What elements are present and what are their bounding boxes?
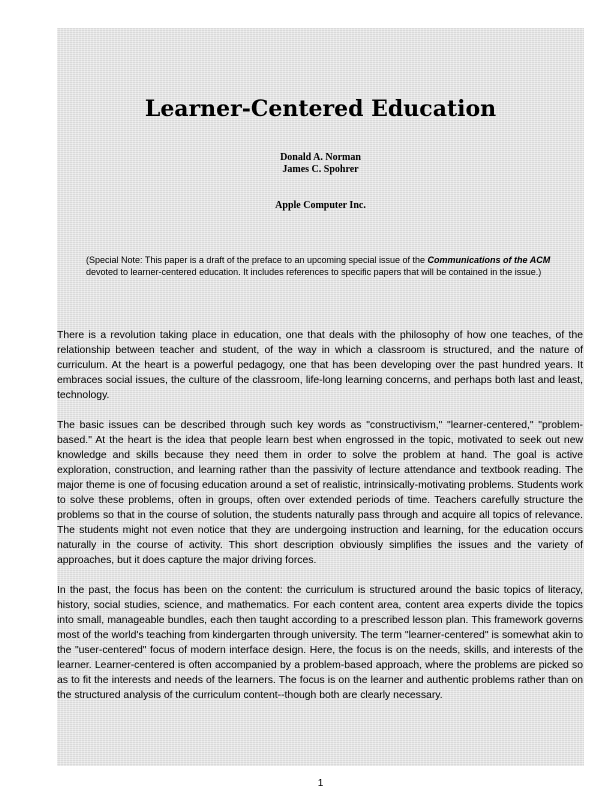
note-suffix: devoted to learner-centered education. It includes references to specific papers that will be contained in the issue.) (86, 267, 542, 277)
page-title: Learner-Centered Education (144, 96, 497, 122)
page-number: 1 (317, 778, 324, 789)
body-text (57, 328, 583, 718)
author-name: Donald A. Norman (280, 152, 361, 163)
document-page (57, 28, 584, 789)
body-paragraph: The basic issues can be described through such key words as "constructivism," "learner-centered," "problem-based." At the heart is the idea that people learn best when engrossed in the topic, motivated to seek out new knowledge and skills because they need them in order to solve the problem at hand. The goal is active exploration, construction, and learning rather than the passivity of lecture attendance and textbook reading. The major theme is one of focusing education around a set of realistic, intrinsically-motivating problems. Students work to solve these problems, often in groups, often over extended periods of time. Teachers carefully structure the problems so that in the course of solution, the students naturally pass through and acquire all topics of relevance. The students might not even notice that they are undergoing instruction and learning, for the education occurs naturally in the course of activity. This short description obviously simplifies the issues and the variety of approaches, but it does capture the major driving forces. (57, 420, 583, 566)
affiliation: Apple Computer Inc. (275, 200, 366, 211)
body-paragraph: There is a revolution taking place in education, one that deals with the philosophy of how one teaches, of the relationship between teacher and student, of the way in which a classroom is structured, and the nature of curriculum. At the heart is a powerful pedagogy, one that has been developing over the past hundred years. It embraces social issues, the culture of the classroom, life-long learning concerns, and perhaps both last and least, technology. (57, 330, 583, 401)
body-paragraph: In the past, the focus has been on the content: the curriculum is structured around the basic topics of literacy, history, social studies, science, and mathematics. For each content area, content area experts divide the topics into small, manageable bundles, each then taught according to a prescribed lesson plan. This framework governs most of the world's teaching from kindergarten through university. The term "learner-centered" is somewhat akin to the "user-centered" focus of modern interface design. Here, the focus is on the needs, skills, and interests of the learner. Learner-centered is often accompanied by a problem-based approach, where the problems are picked so as to fit the interests and needs of the learners. The focus is on the learner and authentic problems rather than on the structured analysis of the curriculum content--though both are clearly necessary. (57, 585, 583, 701)
journal-name: Communications of the ACM (427, 255, 551, 265)
author-list (57, 152, 584, 176)
author-name: James C. Spohrer (282, 164, 359, 175)
special-note (86, 254, 556, 278)
note-prefix: (Special Note: This paper is a draft of the preface to an upcoming special issue of the (86, 255, 428, 265)
